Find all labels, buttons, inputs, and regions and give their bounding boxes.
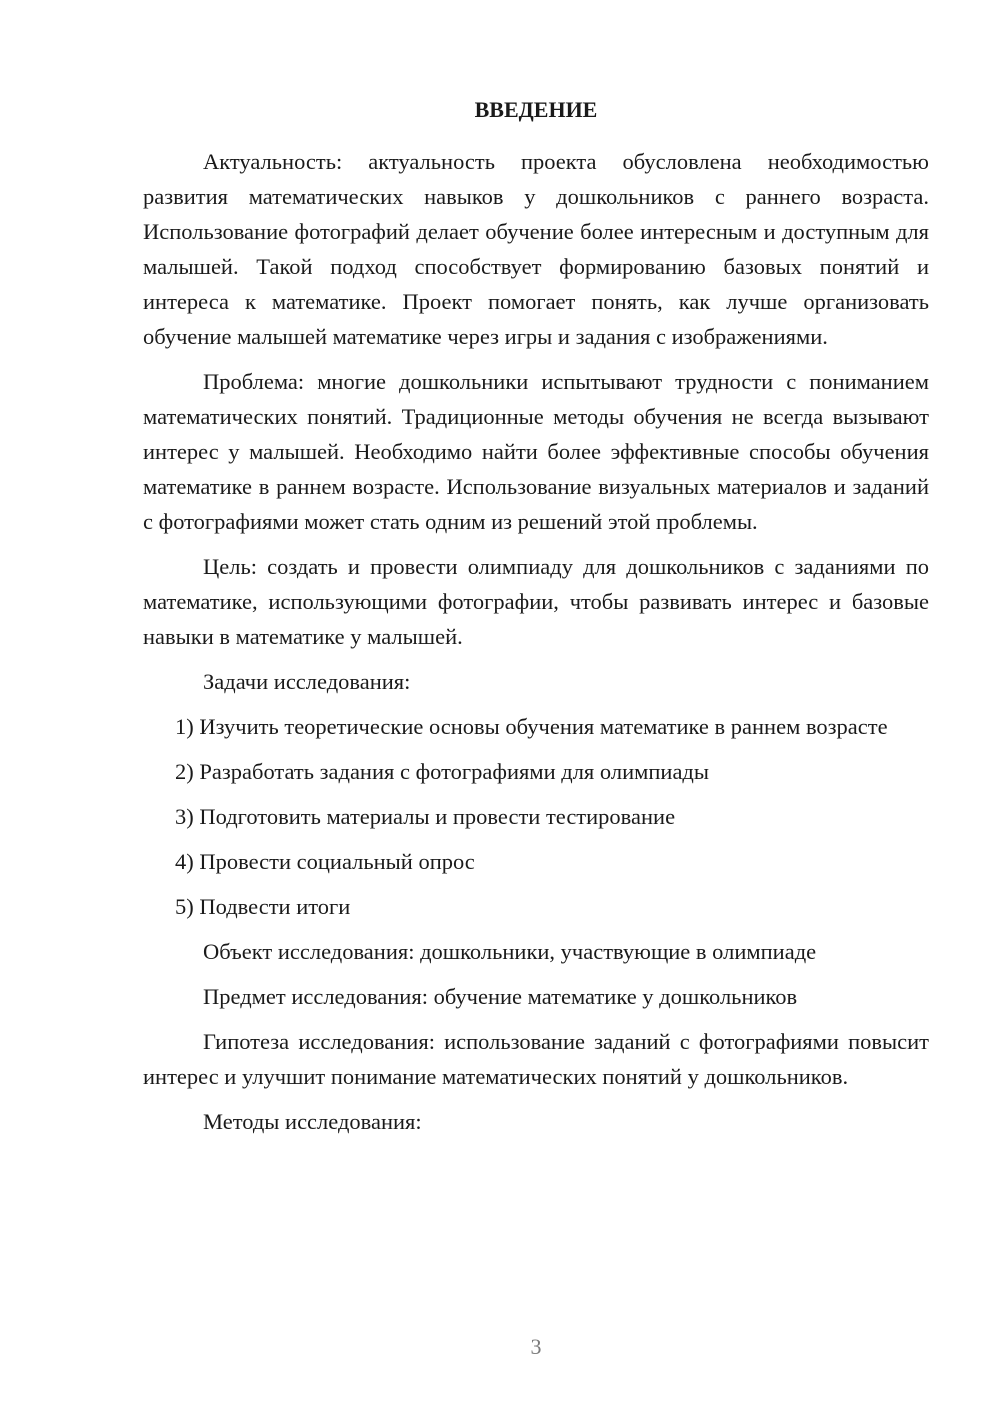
task-item-2: 2) Разработать задания с фотографиями для олимпиады bbox=[175, 759, 710, 784]
task-item-1: 1) Изучить теоретические основы обучения математике в раннем возрасте bbox=[175, 714, 888, 739]
relevance-paragraph: Актуальность: актуальность проекта обусловлена необходимостью развития математических навыков у дошкольников с раннего возраста. Использование фотографий делает обучение более интересным и доступным для малышей. Такой подход способствует формированию базовых понятий и интереса к математике. Проект помогает понять, как лучше организовать обучение малышей математике через игры и задания с изображениями. bbox=[143, 149, 929, 349]
goal-paragraph: Цель: создать и провести олимпиаду для дошкольников с заданиями по математике, использующими фотографии, чтобы развивать интерес и базовые навыки в математике у малышей. bbox=[143, 554, 929, 649]
tasks-heading: Задачи исследования: bbox=[203, 669, 411, 694]
hypothesis-paragraph: Гипотеза исследования: использование заданий с фотографиями повысит интерес и улучшит понимание математических понятий у дошкольников. bbox=[143, 1029, 929, 1089]
section-heading: ВВЕДЕНИЕ bbox=[474, 97, 598, 122]
tasks-list bbox=[143, 709, 929, 924]
task-item-4: 4) Провести социальный опрос bbox=[175, 849, 475, 874]
task-item-5: 5) Подвести итоги bbox=[175, 894, 351, 919]
problem-paragraph: Проблема: многие дошкольники испытывают трудности с пониманием математических понятий. Традиционные методы обучения не всегда вызывают интерес у малышей. Необходимо найти более эффективные способы обучения математике в раннем возрасте. Использование визуальных материалов и заданий с фотографиями может стать одним из решений этой проблемы. bbox=[143, 369, 929, 534]
document-page bbox=[143, 94, 929, 1149]
subject-paragraph: Предмет исследования: обучение математике у дошкольников bbox=[203, 984, 798, 1009]
methods-heading: Методы исследования: bbox=[203, 1109, 422, 1134]
task-item-3: 3) Подготовить материалы и провести тестирование bbox=[175, 804, 676, 829]
object-paragraph: Объект исследования: дошкольники, участвующие в олимпиаде bbox=[203, 939, 817, 964]
page-number: 3 bbox=[530, 1334, 542, 1359]
